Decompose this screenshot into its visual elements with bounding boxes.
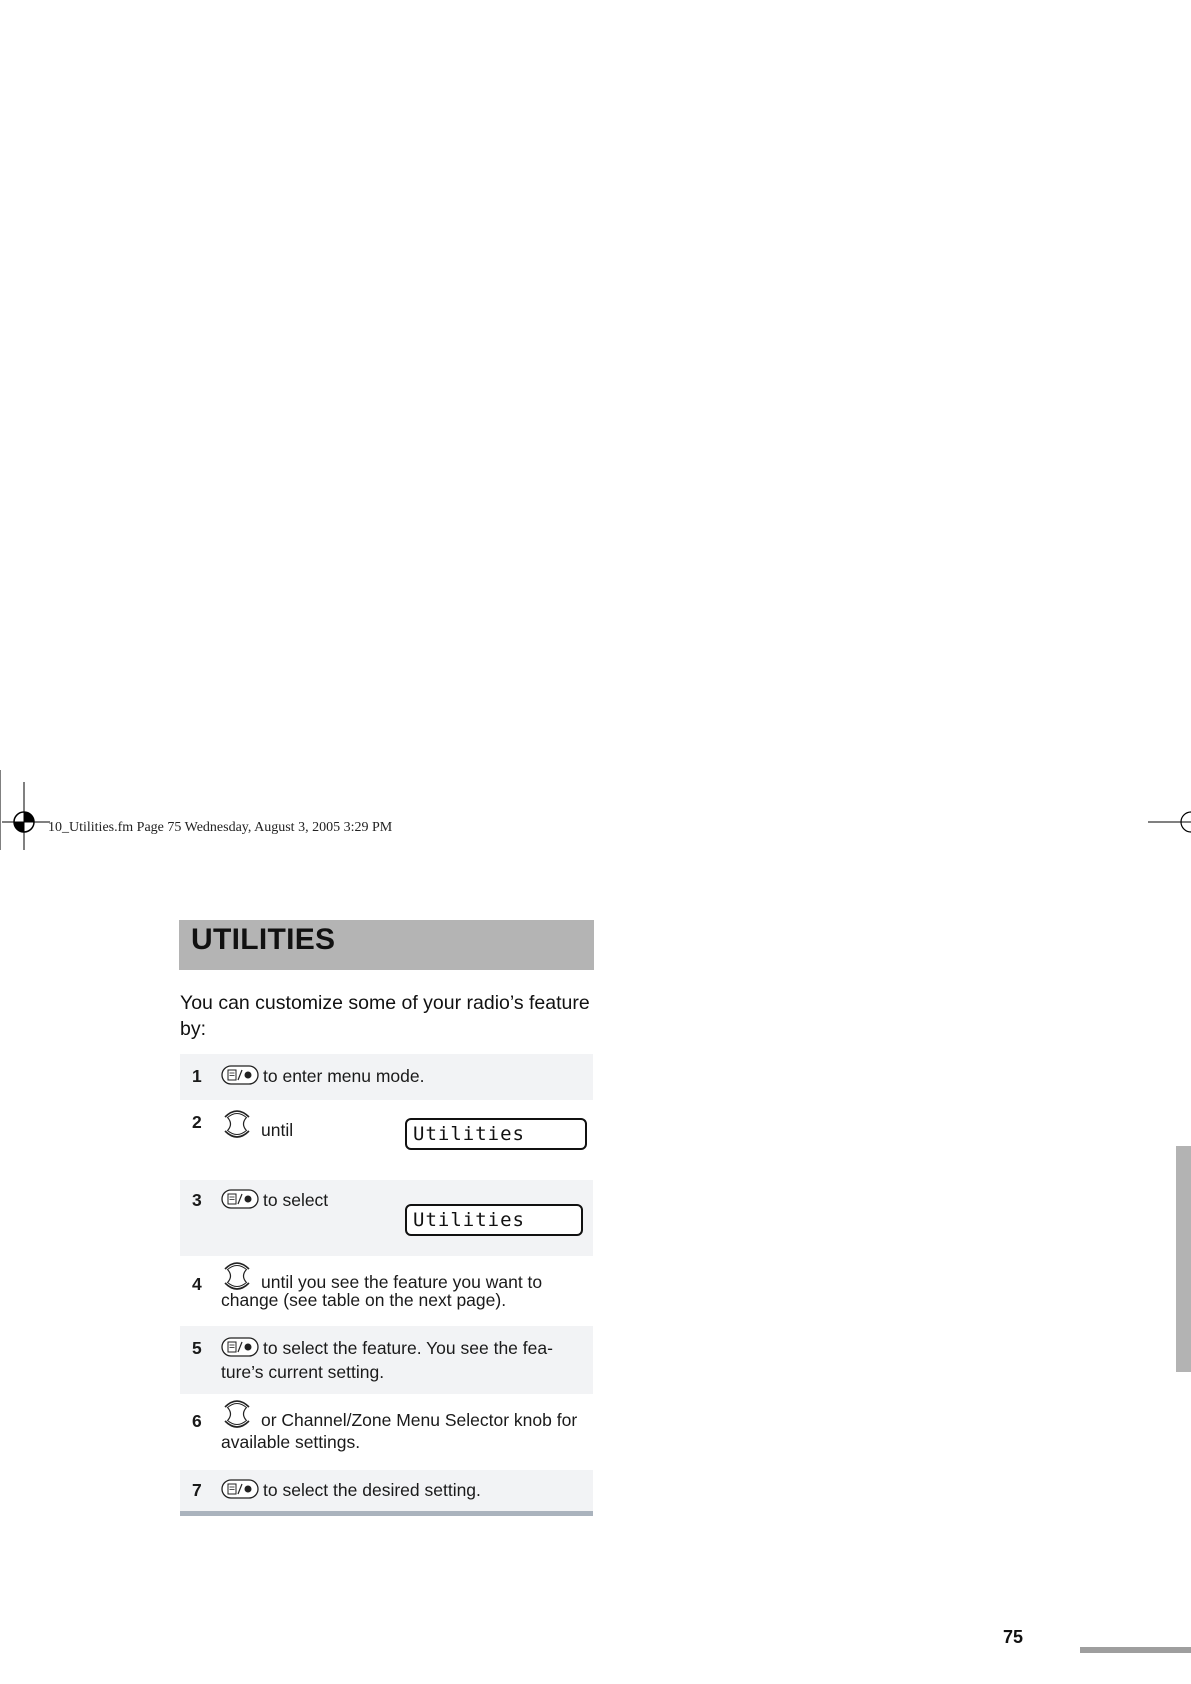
step-row xyxy=(180,1256,593,1326)
step-row xyxy=(180,1180,593,1256)
step-text: to select the feature. You see the fea- xyxy=(263,1338,553,1358)
step-row xyxy=(180,1054,593,1100)
page-footer-rule xyxy=(1080,1647,1191,1653)
step-number: 1 xyxy=(192,1066,202,1086)
step-row xyxy=(180,1100,593,1180)
step-row xyxy=(180,1326,593,1394)
step-text-continued: available settings. xyxy=(221,1432,361,1452)
up-down-nav-icon xyxy=(221,1104,253,1144)
step-text: to enter menu mode. xyxy=(263,1066,425,1086)
step-row xyxy=(180,1394,593,1470)
step-number: 4 xyxy=(192,1274,202,1294)
menu-select-key-icon xyxy=(221,1189,259,1209)
menu-select-key-icon xyxy=(221,1337,259,1357)
menu-select-key-icon xyxy=(221,1479,259,1499)
step-number: 6 xyxy=(192,1411,202,1431)
step-number: 7 xyxy=(192,1480,202,1500)
section-heading-bar xyxy=(179,920,594,970)
menu-select-key-icon xyxy=(221,1065,259,1085)
step-number: 3 xyxy=(192,1190,202,1210)
up-down-nav-icon xyxy=(221,1394,253,1434)
page-number: 75 xyxy=(1003,1627,1024,1647)
step-text: until xyxy=(261,1120,294,1140)
step-row xyxy=(180,1470,593,1513)
print-header: 10_Utilities.fm Page 75 Wednesday, August 3, 2005 3:29 PM xyxy=(48,820,393,835)
chapter-thumb-tab xyxy=(1176,1146,1191,1372)
step-text: to select the desired setting. xyxy=(263,1480,481,1500)
registration-mark-icon xyxy=(1148,800,1191,840)
step-text-continued: ture’s current setting. xyxy=(221,1362,385,1382)
step-text: until you see the feature you want to xyxy=(261,1272,543,1292)
radio-display: Utilities xyxy=(405,1204,583,1236)
radio-display: Utilities xyxy=(405,1118,587,1150)
registration-mark-icon xyxy=(0,770,50,850)
section-title: UTILITIES xyxy=(191,923,336,956)
step-text: to select xyxy=(263,1190,329,1210)
intro-text: You can customize some of your radio’s feature by: xyxy=(180,992,590,1040)
table-bottom-rule xyxy=(180,1511,593,1516)
steps-table xyxy=(180,1054,593,1513)
step-text-continued: change (see table on the next page). xyxy=(221,1290,507,1310)
step-number: 5 xyxy=(192,1338,202,1358)
step-text: or Channel/Zone Menu Selector knob for xyxy=(261,1410,578,1430)
step-number: 2 xyxy=(192,1112,202,1132)
